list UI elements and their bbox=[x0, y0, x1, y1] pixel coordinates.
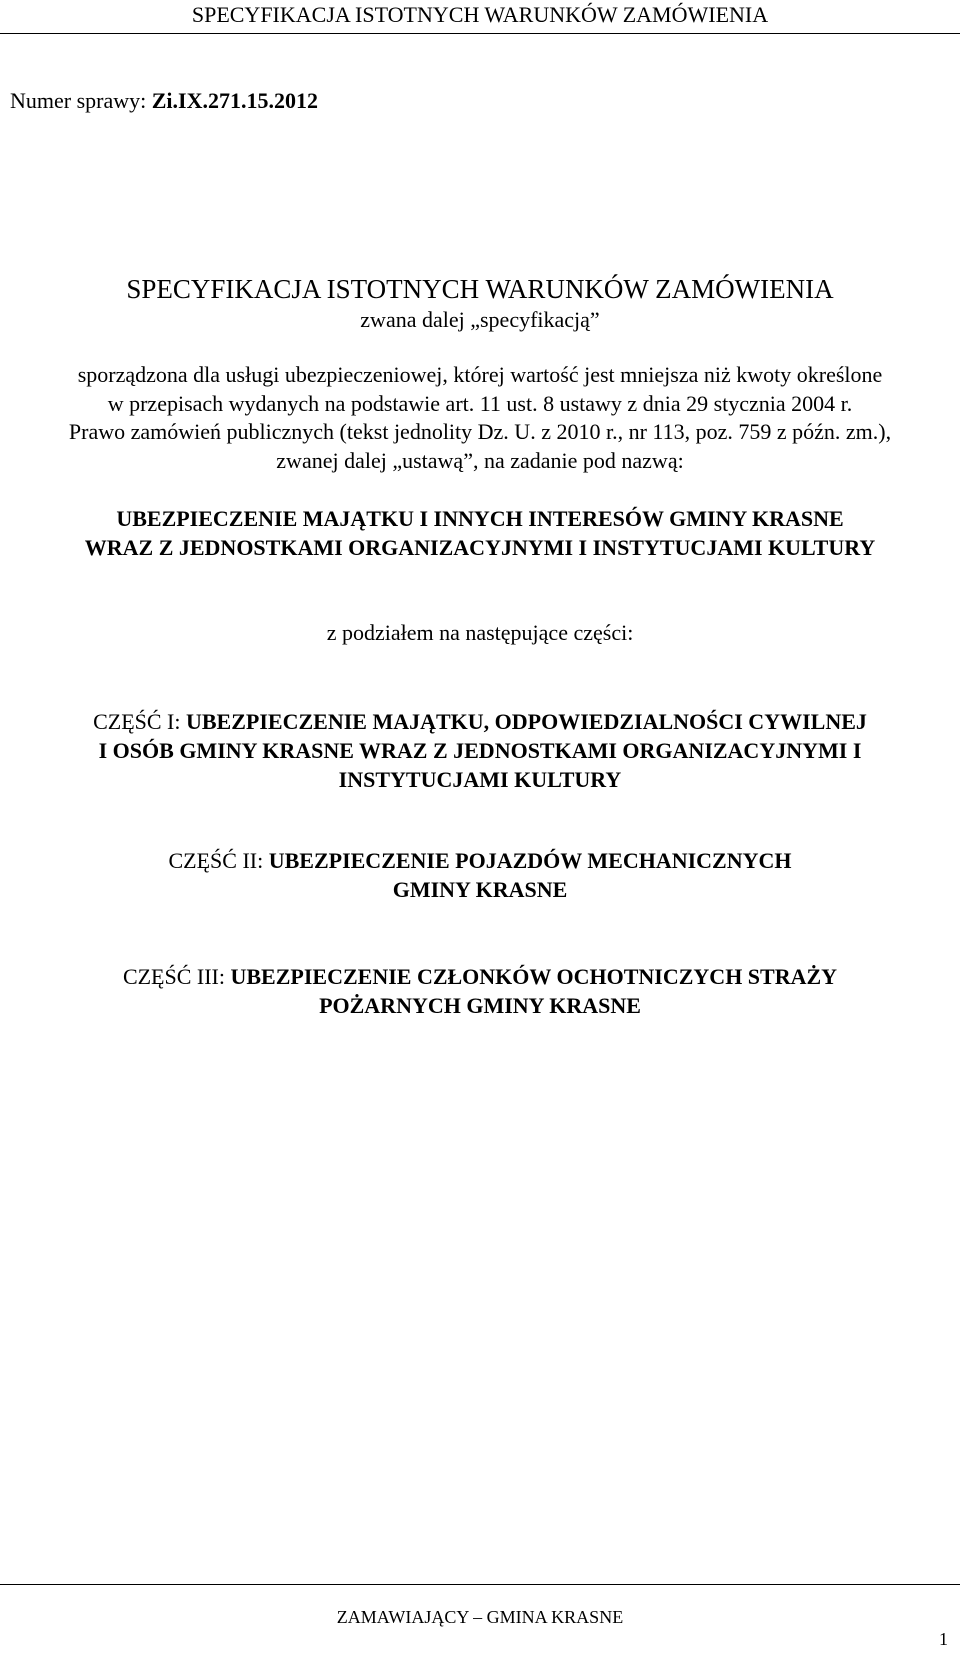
part-3-line bbox=[0, 962, 960, 991]
document-title: SPECYFIKACJA ISTOTNYCH WARUNKÓW ZAMÓWIENIA bbox=[126, 274, 834, 304]
part-2-label: CZĘŚĆ II: bbox=[168, 848, 264, 873]
part-1-line bbox=[0, 707, 960, 736]
header-divider bbox=[0, 33, 960, 34]
contract-subject-line: UBEZPIECZENIE MAJĄTKU I INNYCH INTERESÓW GMINY KRASNE bbox=[116, 506, 844, 531]
part-1-name-line: UBEZPIECZENIE MAJĄTKU, ODPOWIEDZIALNOŚCI CYWILNEJ bbox=[186, 709, 867, 734]
division-note: z podziałem na następujące części: bbox=[326, 620, 634, 645]
part-1-label: CZĘŚĆ I: bbox=[93, 709, 181, 734]
legal-basis-paragraph bbox=[0, 361, 960, 475]
legal-basis-line: zwanej dalej „ustawą”, na zadanie pod nazwą: bbox=[276, 447, 684, 473]
part-2-line bbox=[0, 846, 960, 875]
part-3 bbox=[0, 962, 960, 1020]
legal-basis-line: sporządzona dla usługi ubezpieczeniowej, której wartość jest mniejsza niż kwoty określone bbox=[77, 362, 883, 387]
part-3-name-line: POŻARNYCH GMINY KRASNE bbox=[319, 993, 641, 1018]
part-3-label: CZĘŚĆ III: bbox=[122, 964, 225, 989]
part-2-name-line: UBEZPIECZENIE POJAZDÓW MECHANICZNYCH bbox=[268, 848, 792, 873]
part-1 bbox=[0, 707, 960, 794]
part-3-name-line: UBEZPIECZENIE CZŁONKÓW OCHOTNICZYCH STRAŻY bbox=[230, 964, 838, 989]
contract-subject-line: WRAZ Z JEDNOSTKAMI ORGANIZACYJNYMI I INSTYTUCJAMI KULTURY bbox=[84, 535, 876, 560]
part-2 bbox=[0, 846, 960, 904]
part-2-name-line: GMINY KRASNE bbox=[392, 877, 568, 902]
running-header: SPECYFIKACJA ISTOTNYCH WARUNKÓW ZAMÓWIENIA bbox=[191, 2, 769, 27]
legal-basis-line: w przepisach wydanych na podstawie art. 11 ust. 8 ustawy z dnia 29 stycznia 2004 r. bbox=[107, 390, 853, 416]
legal-basis-line: Prawo zamówień publicznych (tekst jednolity Dz. U. z 2010 r., nr 113, poz. 759 z późn. zm.), bbox=[68, 419, 892, 444]
contract-subject bbox=[0, 504, 960, 562]
case-number-value: Zi.IX.271.15.2012 bbox=[151, 88, 318, 113]
part-1-name-line: INSTYTUCJAMI KULTURY bbox=[338, 767, 622, 792]
footer-divider bbox=[0, 1584, 960, 1585]
part-1-name-line: I OSÓB GMINY KRASNE WRAZ Z JEDNOSTKAMI ORGANIZACYJNYMI I bbox=[98, 738, 862, 763]
case-number-label: Numer sprawy: bbox=[10, 88, 147, 113]
page-number: 1 bbox=[939, 1629, 948, 1649]
case-number bbox=[10, 86, 318, 116]
running-footer: ZAMAWIAJĄCY – GMINA KRASNE bbox=[336, 1607, 624, 1627]
document-subtitle: zwana dalej „specyfikacją” bbox=[360, 307, 600, 332]
